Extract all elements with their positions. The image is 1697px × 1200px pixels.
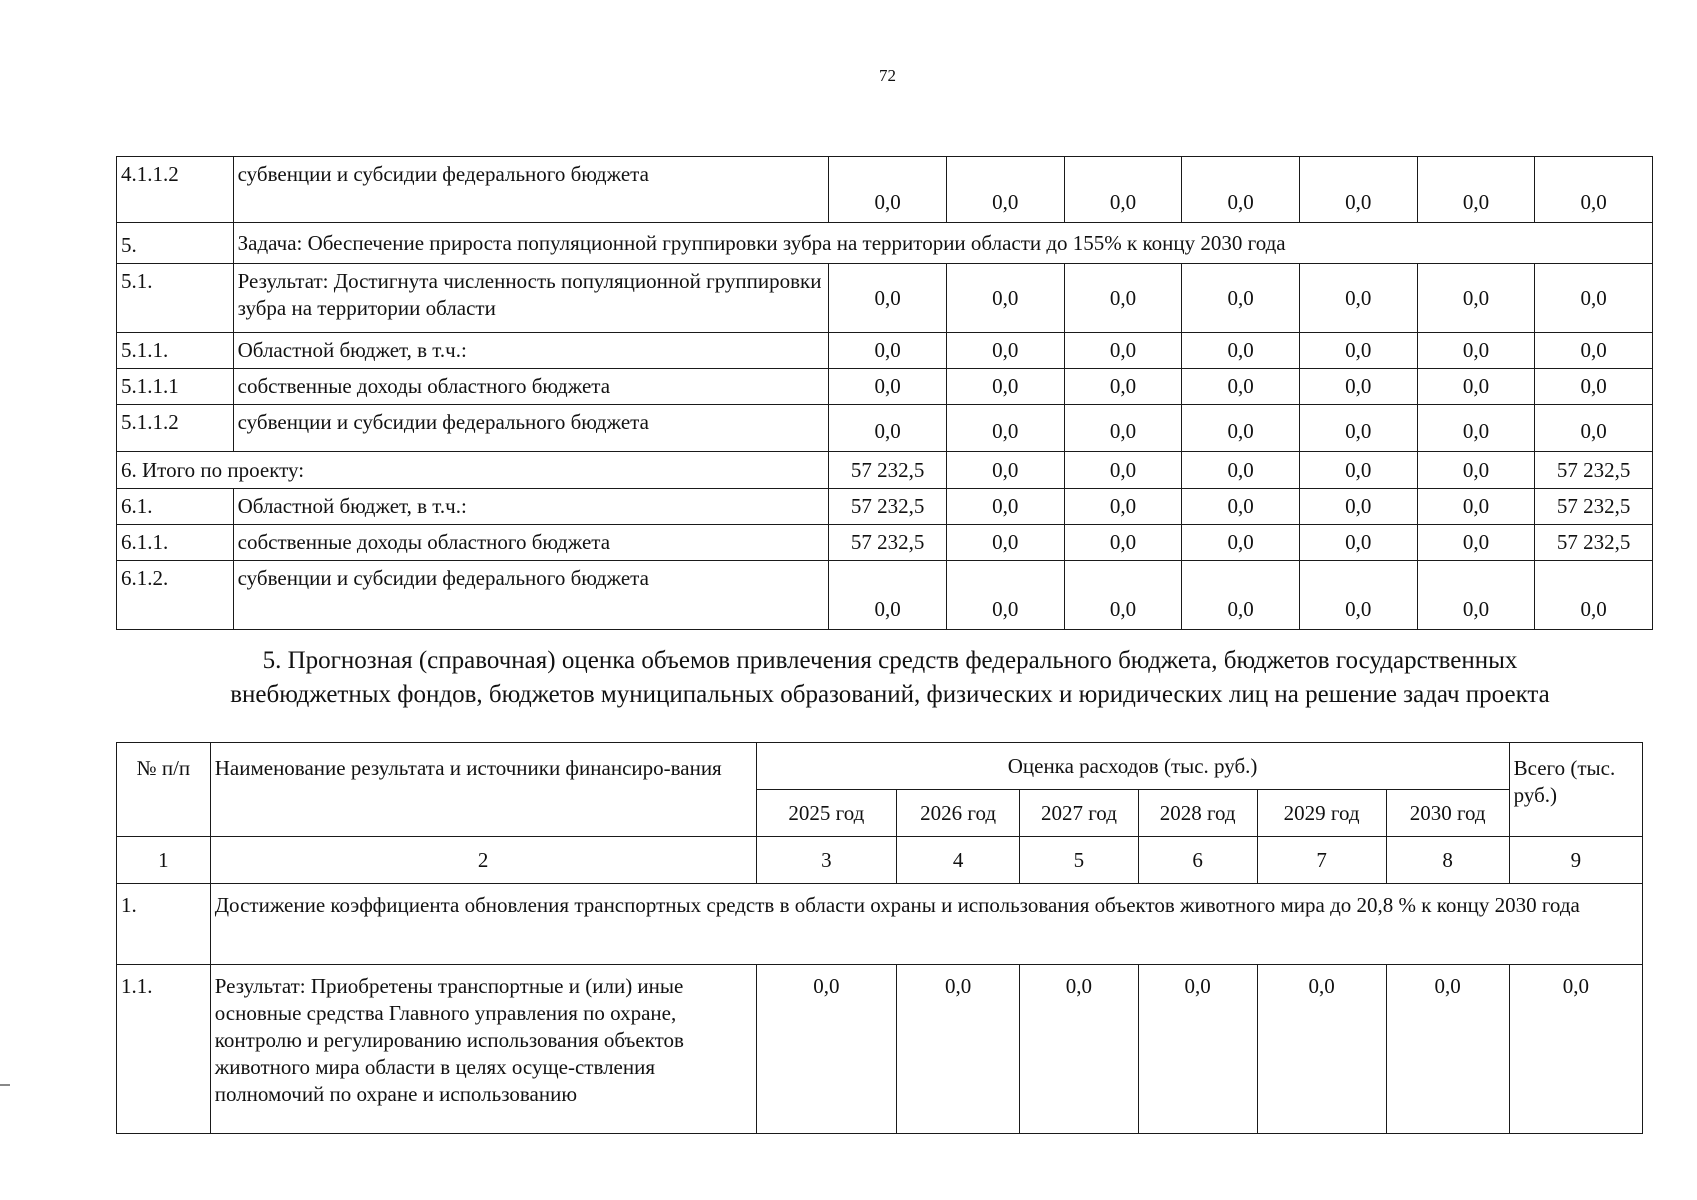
value-cell: 0,0 [1417,369,1535,405]
value-cell: 0,0 [1182,452,1300,489]
value-cell: 0,0 [1417,405,1535,452]
value-cell: 0,0 [1299,561,1417,630]
value-cell: 0,0 [1064,369,1182,405]
value-cell: 0,0 [946,489,1064,525]
row-number: 1.1. [117,965,211,1134]
total-label: 6. Итого по проекту: [117,452,829,489]
forecast-table [116,742,1643,1134]
value-cell: 0,0 [1417,264,1535,333]
value-cell: 0,0 [1535,369,1653,405]
column-number: 3 [756,837,897,884]
value-cell: 57 232,5 [829,452,947,489]
value-cell: 0,0 [946,405,1064,452]
row-name: собственные доходы областного бюджета [233,525,829,561]
value-cell: 0,0 [1064,333,1182,369]
value-cell: 0,0 [1182,369,1300,405]
task-row [117,884,1643,965]
value-cell: 0,0 [1064,405,1182,452]
header-name: Наименование результата и источники финансиро-вания [210,743,756,837]
value-cell: 0,0 [1509,965,1642,1134]
value-cell: 57 232,5 [1535,452,1653,489]
value-cell: 0,0 [1299,525,1417,561]
value-cell: 0,0 [946,333,1064,369]
value-cell: 0,0 [1417,333,1535,369]
value-cell: 0,0 [829,333,947,369]
section-title-line: внебюджетных фондов, бюджетов муниципальных образований, физических и юридических лиц на решение задач проекта [230,681,1550,708]
value-cell: 0,0 [1299,489,1417,525]
value-cell: 0,0 [1257,965,1386,1134]
table-row [117,264,1653,333]
value-cell: 0,0 [1138,965,1257,1134]
column-number: 7 [1257,837,1386,884]
section-5-title [130,644,1650,712]
row-number: 5. [117,223,234,264]
value-cell: 0,0 [1182,525,1300,561]
row-name: субвенции и субсидии федерального бюджета [233,561,829,630]
section-title-line: 5. Прогнозная (справочная) оценка объемов привлечения средств федерального бюджета, бюджетов государственных [262,647,1518,674]
row-number: 6.1. [117,489,234,525]
value-cell: 0,0 [1417,561,1535,630]
value-cell: 0,0 [1064,489,1182,525]
table-row [117,452,1653,489]
value-cell: 0,0 [1299,452,1417,489]
header-year: 2026 год [897,790,1020,837]
header-year: 2027 год [1020,790,1139,837]
value-cell: 0,0 [1535,405,1653,452]
column-number: 9 [1509,837,1642,884]
value-cell: 0,0 [1182,157,1300,223]
value-cell: 0,0 [1386,965,1509,1134]
value-cell: 0,0 [756,965,897,1134]
value-cell: 0,0 [1535,333,1653,369]
header-year: 2029 год [1257,790,1386,837]
column-number: 4 [897,837,1020,884]
header-expenses-group: Оценка расходов (тыс. руб.) [756,743,1509,790]
table-row [117,157,1653,223]
value-cell: 0,0 [1182,561,1300,630]
value-cell: 0,0 [829,405,947,452]
header-year: 2030 год [1386,790,1509,837]
row-number: 5.1.1.2 [117,405,234,452]
table-row [117,405,1653,452]
column-number: 6 [1138,837,1257,884]
page-number: 72 [879,66,896,85]
value-cell: 0,0 [1417,157,1535,223]
value-cell: 0,0 [1020,965,1139,1134]
value-cell: 0,0 [1535,561,1653,630]
upper-budget-table [116,156,1653,630]
value-cell: 0,0 [1064,264,1182,333]
value-cell: 0,0 [1064,525,1182,561]
value-cell: 0,0 [1535,157,1653,223]
value-cell: 0,0 [1299,333,1417,369]
value-cell: 0,0 [1299,369,1417,405]
result-text: Результат: Приобретены транспортные и (или) иные основные средства Главного управления по охране, контролю и регулированию использования объектов животного мира области в целях осуще-ствления полномочий по охране и использованию [210,965,756,1134]
value-cell: 0,0 [1299,264,1417,333]
value-cell: 0,0 [946,369,1064,405]
table-row [117,369,1653,405]
value-cell: 0,0 [1064,157,1182,223]
header-num: № п/п [117,743,211,837]
table-row [117,561,1653,630]
value-cell: 57 232,5 [1535,525,1653,561]
value-cell: 57 232,5 [829,489,947,525]
row-number: 5.1.1. [117,333,234,369]
column-number: 5 [1020,837,1139,884]
header-total: Всего (тыс. руб.) [1509,743,1642,837]
table-row [117,223,1653,264]
row-name: Результат: Достигнута численность популяционной группировки зубра на территории области [233,264,829,333]
value-cell: 0,0 [946,525,1064,561]
value-cell: 0,0 [1299,405,1417,452]
value-cell: 0,0 [829,157,947,223]
value-cell: 0,0 [897,965,1020,1134]
header-row [117,743,1643,790]
table-row [117,525,1653,561]
column-number: 8 [1386,837,1509,884]
row-name: субвенции и субсидии федерального бюджета [233,405,829,452]
column-number: 2 [210,837,756,884]
value-cell: 0,0 [1182,264,1300,333]
value-cell: 0,0 [1417,452,1535,489]
row-name: собственные доходы областного бюджета [233,369,829,405]
upper-table-body [117,157,1653,630]
value-cell: 0,0 [1064,452,1182,489]
value-cell: 0,0 [829,369,947,405]
value-cell: 0,0 [1417,525,1535,561]
value-cell: 57 232,5 [829,525,947,561]
result-row [117,965,1643,1134]
column-number: 1 [117,837,211,884]
row-name: Областной бюджет, в т.ч.: [233,489,829,525]
value-cell: 0,0 [1182,333,1300,369]
value-cell: 0,0 [1182,489,1300,525]
header-year: 2025 год [756,790,897,837]
row-number: 6.1.1. [117,525,234,561]
row-number: 6.1.2. [117,561,234,630]
column-number-row [117,837,1643,884]
row-number: 4.1.1.2 [117,157,234,223]
task-text: Достижение коэффициента обновления транспортных средств в области охраны и использования объектов животного мира до 20,8 % к концу 2030 года [210,884,1642,965]
table-row [117,333,1653,369]
row-name: Областной бюджет, в т.ч.: [233,333,829,369]
value-cell: 0,0 [946,452,1064,489]
value-cell: 0,0 [1299,157,1417,223]
value-cell: 0,0 [1417,489,1535,525]
row-number: 5.1. [117,264,234,333]
value-cell: 0,0 [1535,264,1653,333]
scan-mark [0,1084,10,1086]
value-cell: 0,0 [829,561,947,630]
value-cell: 57 232,5 [1535,489,1653,525]
value-cell: 0,0 [946,264,1064,333]
value-cell: 0,0 [1064,561,1182,630]
value-cell: 0,0 [946,561,1064,630]
value-cell: 0,0 [946,157,1064,223]
row-number: 5.1.1.1 [117,369,234,405]
task-text: Задача: Обеспечение прироста популяционной группировки зубра на территории области до 155% к концу 2030 года [233,223,1652,264]
row-name: субвенции и субсидии федерального бюджета [233,157,829,223]
value-cell: 0,0 [1182,405,1300,452]
value-cell: 0,0 [829,264,947,333]
row-number: 1. [117,884,211,965]
header-year: 2028 год [1138,790,1257,837]
table-row [117,489,1653,525]
